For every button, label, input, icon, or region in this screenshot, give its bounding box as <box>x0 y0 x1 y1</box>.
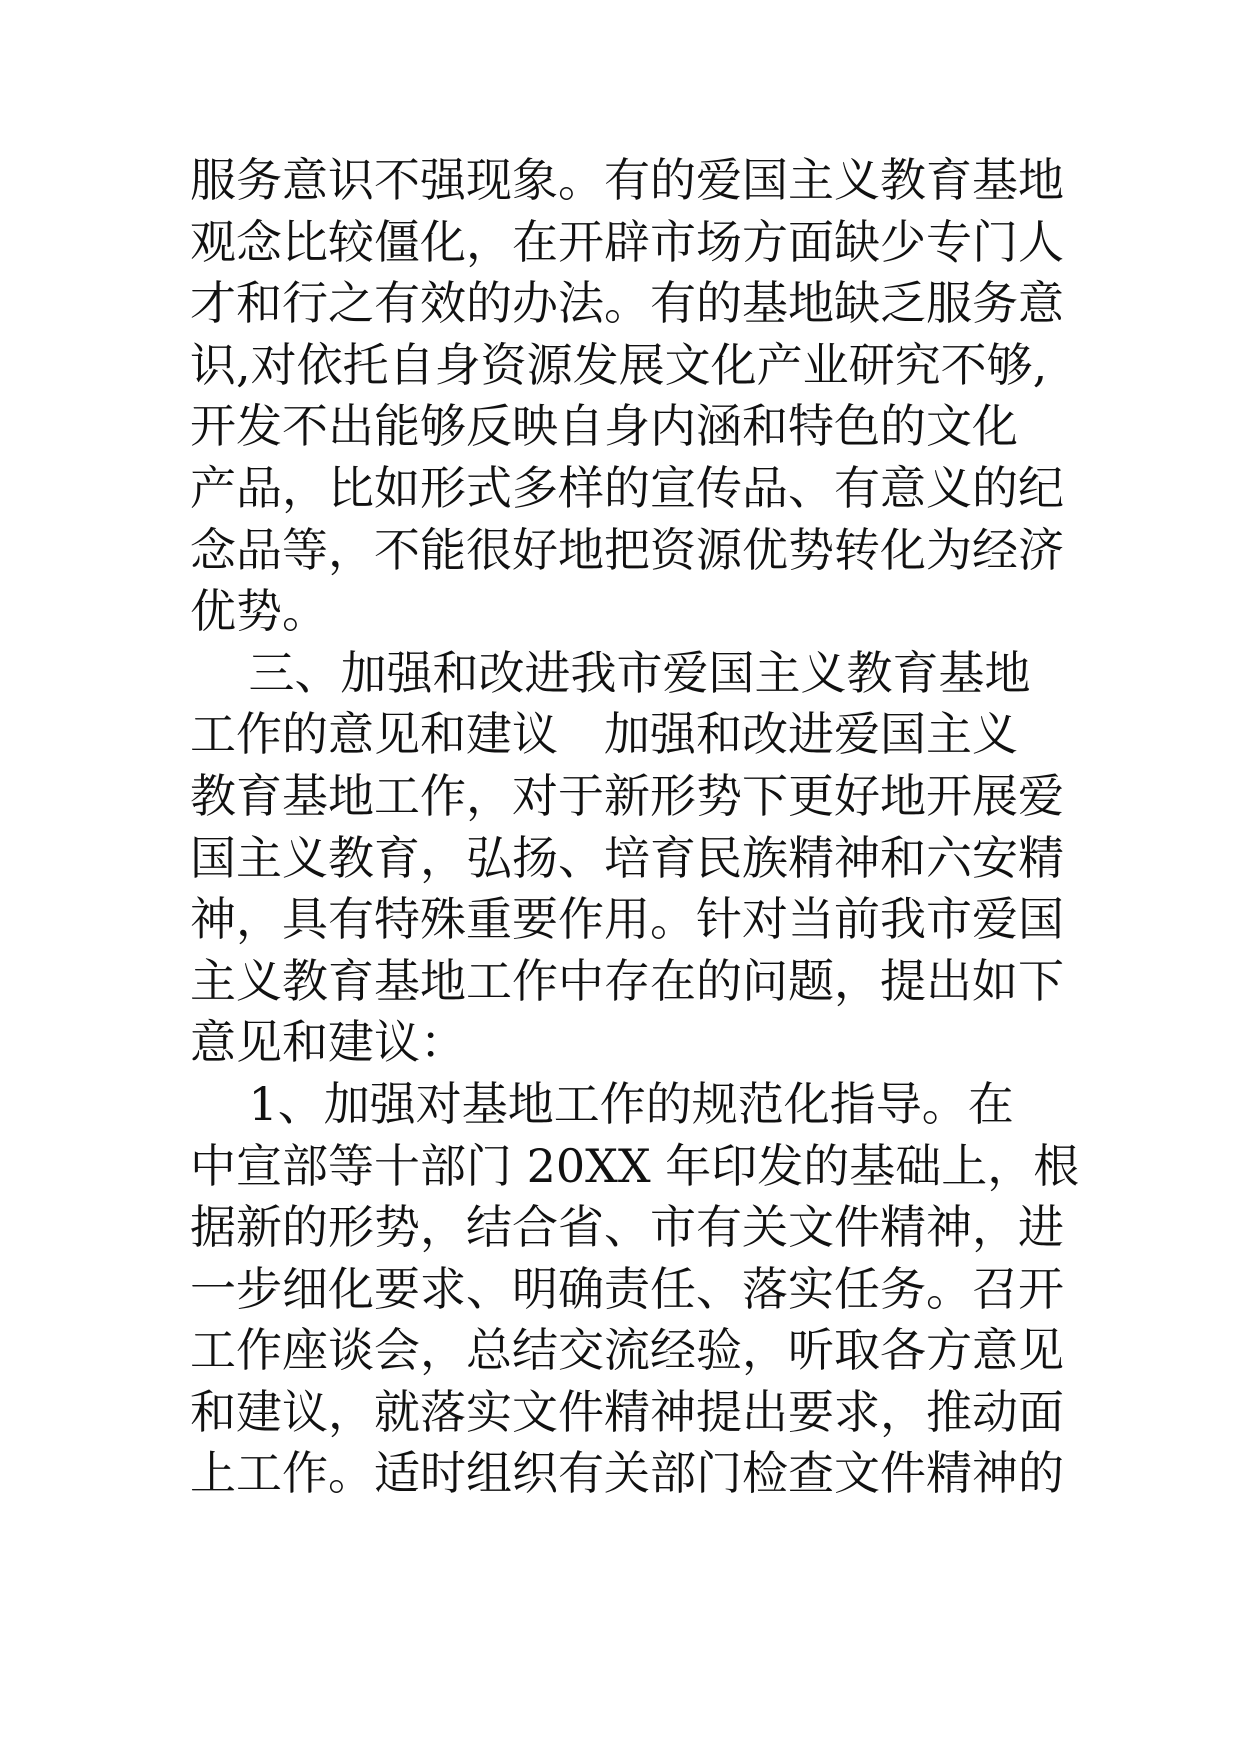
text-line: 服务意识不强现象。有的爱国主义教育基地 <box>190 153 1064 207</box>
text-line: 中宣部等十部门 20XX 年印发的基础上，根 <box>190 1138 1080 1193</box>
text-line: 教育基地工作，对于新形势下更好地开展爱 <box>190 768 1064 823</box>
text-line: 据新的形势，结合省、市有关文件精神，进 <box>190 1200 1064 1255</box>
text-line: 一步细化要求、明确责任、落实任务。召开 <box>190 1261 1064 1316</box>
body-text <box>190 150 1080 1505</box>
text-line: 观念比较僵化，在开辟市场方面缺少专门人 <box>190 214 1064 269</box>
section-heading-line: 三、加强和改进我市爱国主义教育基地 <box>190 645 1031 700</box>
text-line: 才和行之有效的办法。有的基地缺乏服务意 <box>190 276 1064 331</box>
text-line: 优势。 <box>190 584 328 639</box>
text-line: 神，具有特殊重要作用。针对当前我市爱国 <box>190 892 1064 947</box>
text-line: 上工作。适时组织有关部门检查文件精神的 <box>190 1446 1064 1501</box>
text-line: 意见和建议： <box>190 1015 466 1070</box>
text-line: 国主义教育，弘扬、培育民族精神和六安精 <box>190 830 1064 885</box>
text-line: 主义教育基地工作中存在的问题，提出如下 <box>190 953 1064 1008</box>
text-line: 产品，比如形式多样的宣传品、有意义的纪 <box>190 460 1064 515</box>
list-item-line: 1、加强对基地工作的规范化指导。在 <box>190 1076 1014 1131</box>
text-line: 工作座谈会，总结交流经验，听取各方意见 <box>190 1323 1064 1378</box>
text-line: 开发不出能够反映自身内涵和特色的文化 <box>190 399 1018 454</box>
text-line: 和建议，就落实文件精神提出要求，推动面 <box>190 1384 1064 1439</box>
text-line: 工作的意见和建议 加强和改进爱国主义 <box>190 707 1018 762</box>
text-line: 念品等，不能很好地把资源优势转化为经济 <box>190 522 1064 577</box>
text-line: 识,对依托自身资源发展文化产业研究不够, <box>190 337 1048 392</box>
